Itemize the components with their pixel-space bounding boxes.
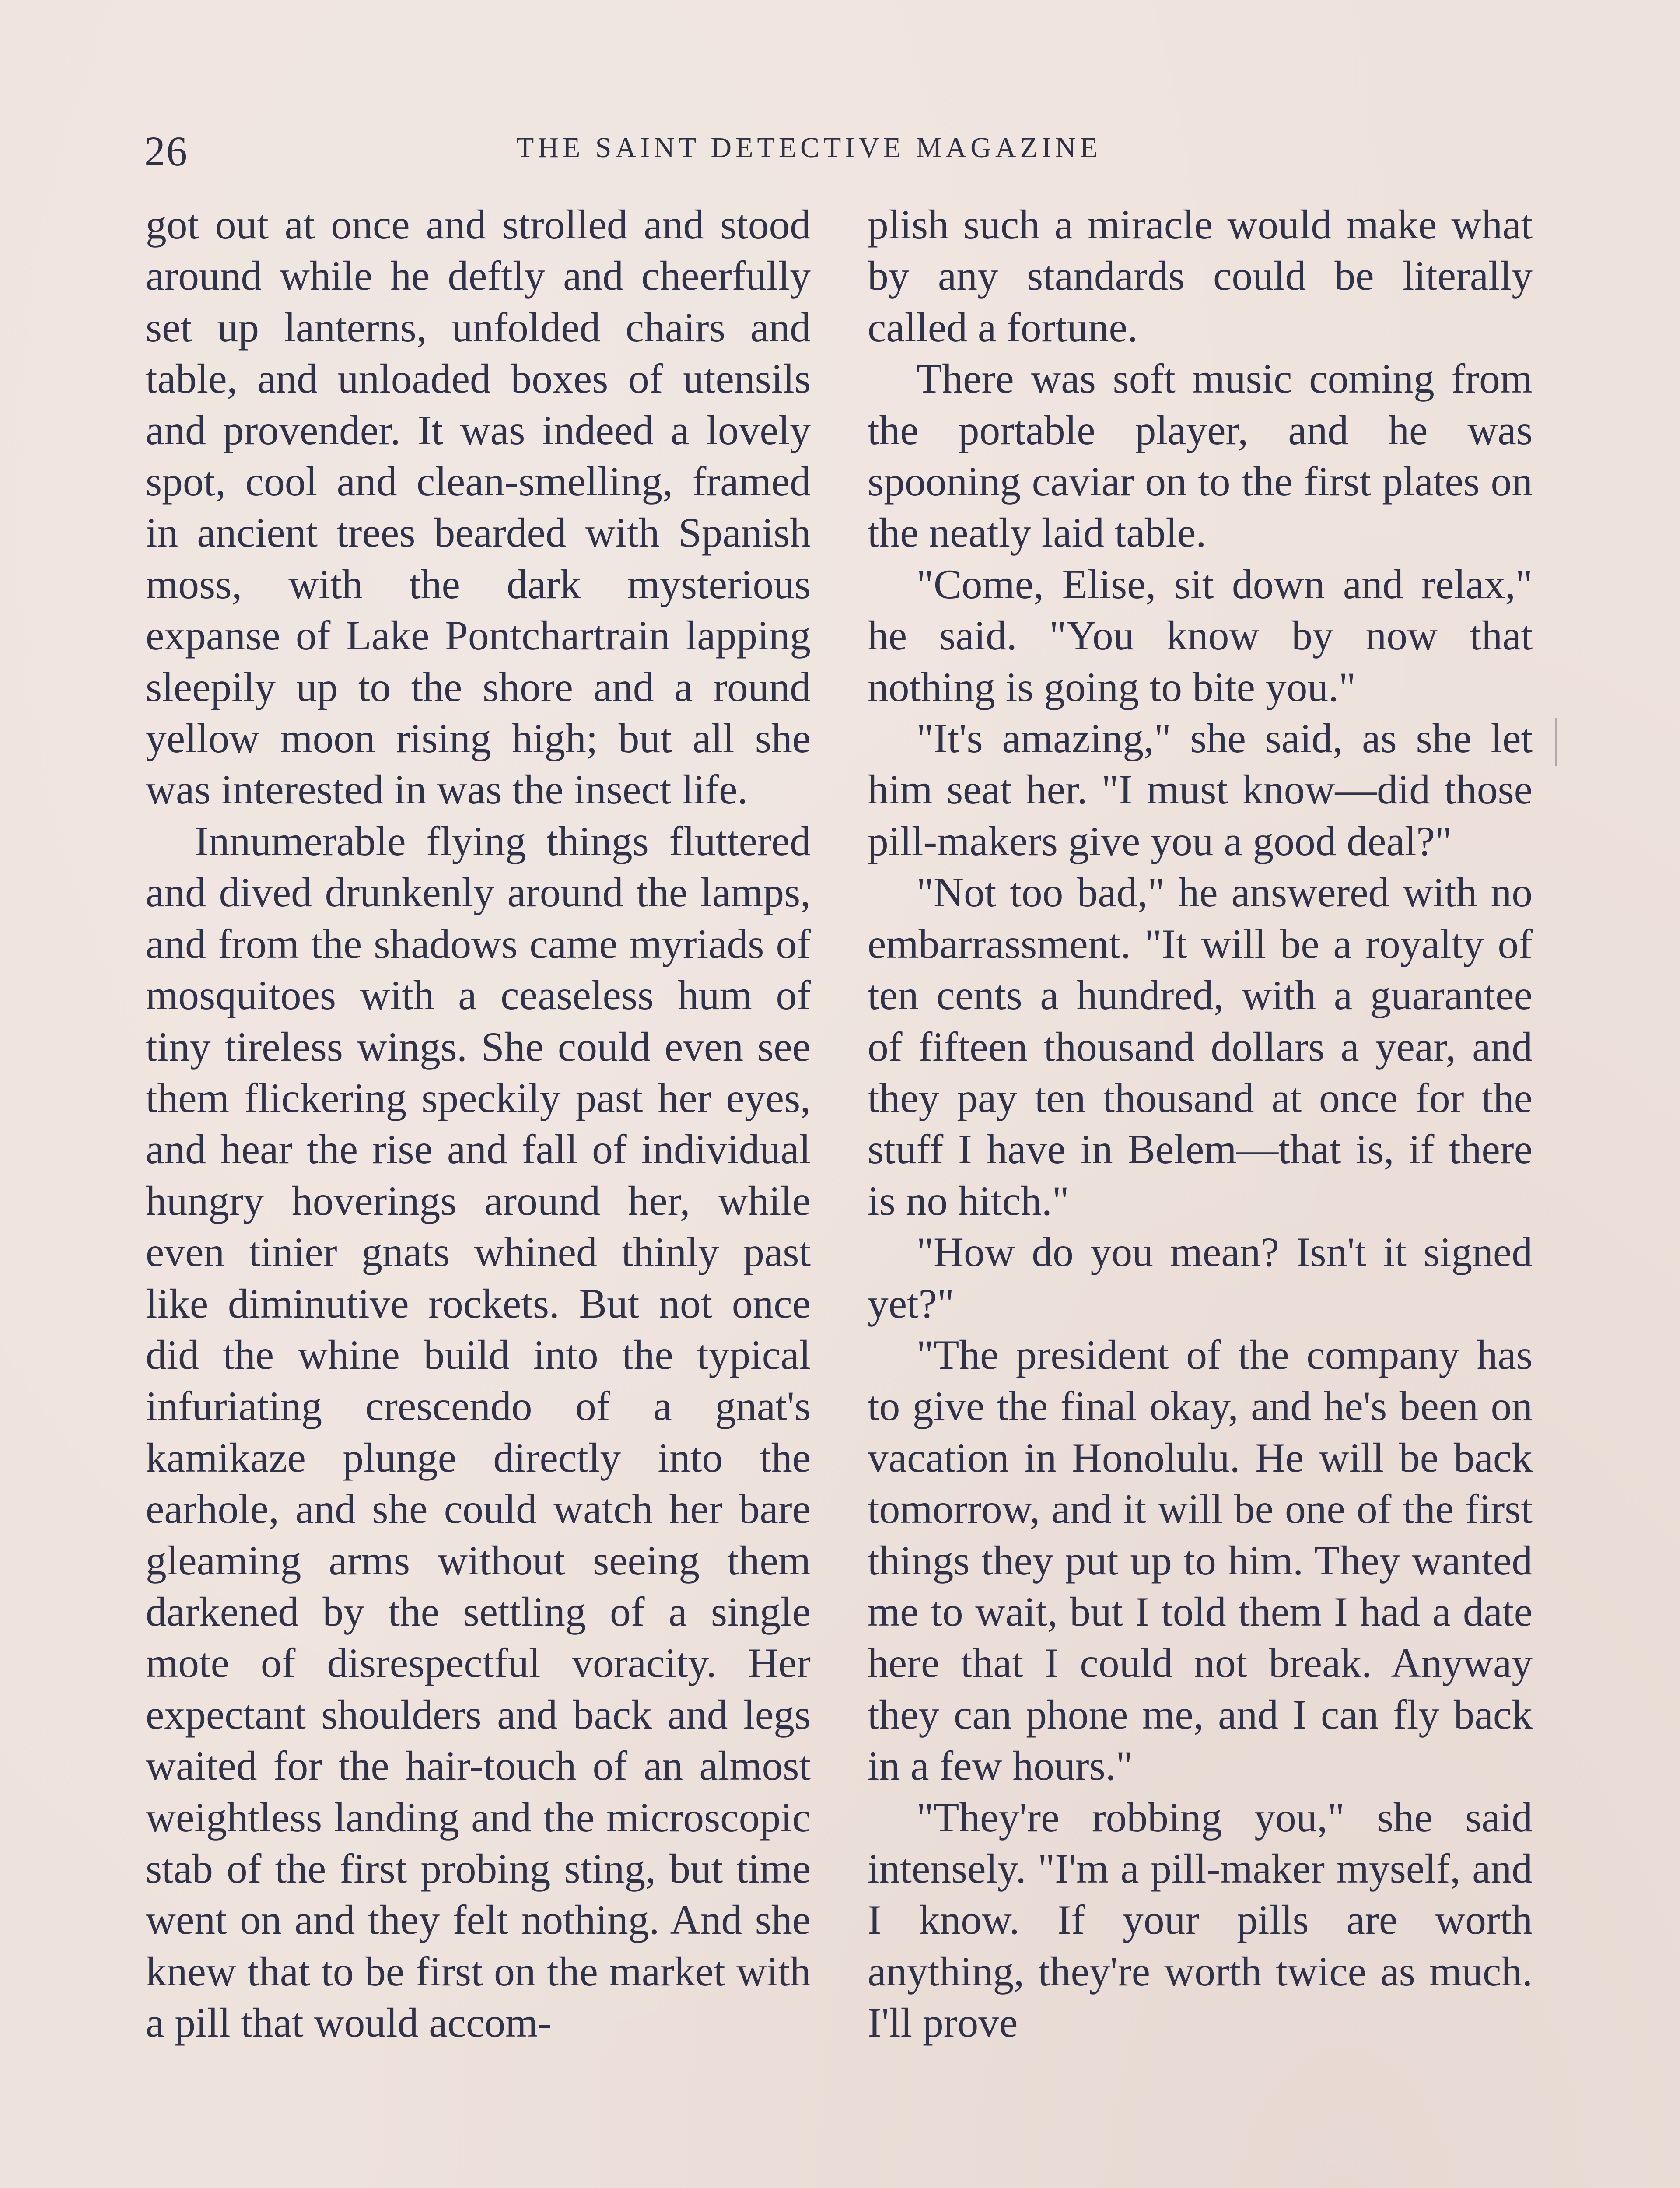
- paragraph: "They're robbing you," she said intensely. "I'm a pill-maker myself, and I know. If your pills are worth anything, they're worth twice as much. I'll prove: [868, 1794, 1533, 2046]
- right-text-column: [868, 199, 1533, 2049]
- paragraph: "The president of the company has to give the final okay, and he's been on vacation in Honolulu. He will be back tomorrow, and it will be one of the first things they put up to him. They wanted me to wait, but I told them I had a date here that I could not break. Anyway they can phone me, and I can fly back in a few hours.": [868, 1331, 1533, 1789]
- paragraph: got out at once and strolled and stood around while he deftly and cheerfully set up lanterns, unfolded chairs and table, and unloaded boxes of utensils and provender. It was indeed a lovely spot, cool and clean-smelling, framed in ancient trees bearded with Spanish moss, with the dark mysterious expanse of Lake Pontchartrain lapping sleepily up to the shore and a round yellow moon rising high; but all she was interested in was the insect life.: [146, 201, 811, 813]
- margin-mark: [1555, 718, 1557, 766]
- paragraph: plish such a miracle would make what by any standards could be literally called a fortune.: [868, 201, 1533, 351]
- paragraph: Innumerable flying things fluttered and dived drunkenly around the lamps, and from the shadows came myriads of mosquitoes with a ceaseless hum of tiny tireless wings. She could even see them flickering speckily past her eyes, and hear the rise and fall of individual hungry hoverings around her, while even tinier gnats whined thinly past like diminutive rockets. But not once did the whine build into the typical infuriating crescendo of a gnat's kamikaze plunge directly into the earhole, and she could watch her bare gleaming arms without seeing them darkened by the settling of a single mote of disrespectful voracity. Her expectant shoulders and back and legs waited for the hair-touch of an almost weightless landing and the microscopic stab of the first probing sting, but time went on and they felt nothing. And she knew that to be first on the market with a pill that would accom-: [146, 817, 811, 2046]
- left-text-column: [146, 199, 811, 2049]
- paragraph: "Not too bad," he answered with no embarrassment. "It will be a royalty of ten cents a hundred, with a guarantee of fifteen thousand dollars a year, and they pay ten thousand at once for the stuff I have in Belem—that is, if there is no hitch.": [868, 869, 1533, 1224]
- paragraph: "Come, Elise, sit down and relax," he said. "You know by now that nothing is going to bite you.": [868, 561, 1533, 710]
- paragraph: "It's amazing," she said, as she let him seat her. "I must know—did those pill-makers give you a good deal?": [868, 715, 1533, 864]
- paragraph: There was soft music coming from the portable player, and he was spooning caviar on to the first plates on the neatly laid table.: [868, 355, 1533, 556]
- magazine-title: THE SAINT DETECTIVE MAGAZINE: [516, 132, 1102, 164]
- running-head: [144, 127, 1536, 175]
- page-number: 26: [144, 128, 188, 175]
- paragraph: "How do you mean? Isn't it signed yet?": [868, 1229, 1533, 1327]
